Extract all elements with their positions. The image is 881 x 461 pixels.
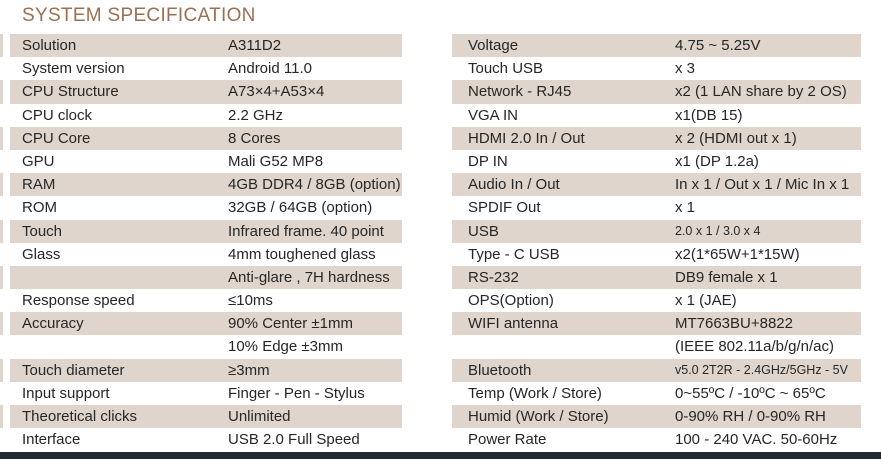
spec-label: System version bbox=[22, 60, 125, 78]
spec-value: x 3 bbox=[675, 60, 696, 78]
spec-value: x 2 (HDMI out x 1) bbox=[675, 129, 797, 147]
spec-row bbox=[10, 312, 402, 335]
spec-label: ROM bbox=[22, 199, 57, 217]
spec-label: Accuracy bbox=[22, 315, 84, 333]
spec-value: 4.75 ~ 5.25V bbox=[675, 37, 761, 54]
spec-row bbox=[10, 196, 402, 219]
spec-label: Glass bbox=[22, 245, 61, 263]
spec-label: Input support bbox=[22, 384, 110, 402]
footer-bar bbox=[0, 452, 881, 459]
spec-value: ≥3mm bbox=[228, 361, 270, 379]
spec-label: VGA IN bbox=[468, 106, 519, 124]
spec-label: RAM bbox=[22, 176, 56, 194]
spec-label: CPU clock bbox=[22, 106, 93, 124]
spec-row bbox=[10, 243, 402, 266]
spec-value: Anti-glare , 7H hardness bbox=[228, 268, 390, 286]
spec-row bbox=[10, 150, 402, 173]
spec-value: DB9 female x 1 bbox=[675, 268, 778, 286]
spec-row bbox=[452, 266, 861, 289]
spec-label: OPS(Option) bbox=[468, 292, 554, 310]
spec-value: x1(DB 15) bbox=[675, 106, 743, 124]
spec-row bbox=[452, 80, 861, 103]
spec-row bbox=[10, 34, 402, 57]
spec-value: (IEEE 802.11a/b/g/n/ac) bbox=[675, 338, 834, 356]
spec-value: 4GB DDR4 / 8GB (option) bbox=[228, 176, 401, 194]
spec-label: Solution bbox=[22, 37, 77, 54]
spec-value: x2 (1 LAN share by 2 OS) bbox=[675, 83, 847, 101]
spec-value: x 1 bbox=[675, 199, 696, 217]
spec-row bbox=[452, 243, 861, 266]
spec-value: Android 11.0 bbox=[228, 60, 312, 78]
spec-row bbox=[10, 80, 402, 103]
spec-row bbox=[452, 289, 861, 312]
spec-row bbox=[452, 196, 861, 219]
spec-label: USB bbox=[468, 222, 499, 240]
spec-row bbox=[10, 173, 402, 196]
spec-row bbox=[452, 104, 861, 127]
spec-value: Infrared frame. 40 point bbox=[228, 222, 384, 240]
spec-value: Finger - Pen - Stylus bbox=[228, 384, 365, 402]
spec-row bbox=[452, 405, 861, 428]
spec-row bbox=[10, 266, 402, 289]
spec-label: WIFI antenna bbox=[468, 315, 559, 333]
spec-value: 0-90% RH / 0-90% RH bbox=[675, 408, 826, 425]
spec-value: 4mm toughened glass bbox=[228, 245, 376, 263]
spec-label: Bluetooth bbox=[468, 361, 532, 379]
spec-row bbox=[10, 359, 402, 382]
spec-label: SPDIF Out bbox=[468, 199, 541, 217]
spec-row bbox=[10, 405, 402, 428]
spec-label: Temp (Work / Store) bbox=[468, 384, 602, 402]
spec-value: 10% Edge ±3mm bbox=[228, 338, 343, 356]
spec-row bbox=[10, 104, 402, 127]
spec-label: Touch bbox=[22, 222, 63, 240]
spec-row bbox=[10, 127, 402, 150]
spec-table-left bbox=[10, 34, 402, 451]
spec-value: In x 1 / Out x 1 / Mic In x 1 bbox=[675, 176, 850, 194]
spec-label: Type - C USB bbox=[468, 245, 560, 263]
spec-value: Unlimited bbox=[228, 408, 291, 425]
spec-row bbox=[452, 335, 861, 358]
spec-value: 8 Cores bbox=[228, 129, 281, 147]
spec-label: Voltage bbox=[468, 37, 519, 54]
spec-label: CPU Structure bbox=[22, 83, 119, 101]
spec-row bbox=[10, 220, 402, 243]
spec-label: DP IN bbox=[468, 152, 508, 170]
spec-value: Mali G52 MP8 bbox=[228, 152, 324, 170]
spec-value: x2(1*65W+1*15W) bbox=[675, 245, 800, 263]
spec-label: Response speed bbox=[22, 292, 135, 310]
spec-label: Humid (Work / Store) bbox=[468, 408, 609, 425]
spec-row bbox=[452, 34, 861, 57]
spec-table-right bbox=[452, 34, 861, 451]
spec-value: ≤10ms bbox=[228, 292, 273, 310]
spec-value: x 1 (JAE) bbox=[675, 292, 737, 310]
spec-label: HDMI 2.0 In / Out bbox=[468, 129, 585, 147]
spec-value: 2.2 GHz bbox=[228, 106, 284, 124]
spec-row bbox=[10, 382, 402, 405]
spec-value: MT7663BU+8822 bbox=[675, 315, 793, 333]
spec-label: Touch diameter bbox=[22, 361, 125, 379]
spec-row bbox=[452, 173, 861, 196]
spec-label: Audio In / Out bbox=[468, 176, 560, 194]
spec-row bbox=[10, 57, 402, 80]
spec-value: x1 (DP 1.2a) bbox=[675, 152, 759, 170]
spec-label: Interface bbox=[22, 431, 81, 449]
spec-label: RS-232 bbox=[468, 268, 519, 286]
spec-row bbox=[452, 220, 861, 243]
spec-label: CPU Core bbox=[22, 129, 91, 147]
spec-value: 32GB / 64GB (option) bbox=[228, 199, 373, 217]
spec-row bbox=[452, 57, 861, 80]
spec-value: v5.0 2T2R - 2.4GHz/5GHz - 5V bbox=[675, 362, 848, 377]
spec-label: GPU bbox=[22, 152, 55, 170]
spec-row bbox=[10, 289, 402, 312]
spec-label: Power Rate bbox=[468, 431, 547, 449]
spec-row bbox=[452, 127, 861, 150]
spec-value: A73×4+A53×4 bbox=[228, 83, 325, 101]
spec-row bbox=[452, 150, 861, 173]
spec-value: 0~55ºC / -10ºC ~ 65ºC bbox=[675, 384, 826, 402]
spec-label: Network - RJ45 bbox=[468, 83, 572, 101]
spec-row bbox=[452, 382, 861, 405]
spec-row bbox=[10, 335, 402, 358]
spec-row bbox=[452, 359, 861, 382]
spec-value: USB 2.0 Full Speed bbox=[228, 431, 360, 449]
spec-label: Touch USB bbox=[468, 60, 544, 78]
spec-row bbox=[10, 428, 402, 451]
spec-value: 2.0 x 1 / 3.0 x 4 bbox=[675, 223, 761, 238]
spec-value: 90% Center ±1mm bbox=[228, 315, 353, 333]
spec-label: Theoretical clicks bbox=[22, 408, 138, 425]
spec-row bbox=[452, 428, 861, 451]
page-title: SYSTEM SPECIFICATION bbox=[22, 5, 256, 26]
spec-value: 100 - 240 VAC. 50-60Hz bbox=[675, 431, 838, 449]
spec-value: A311D2 bbox=[228, 37, 282, 54]
spec-row bbox=[452, 312, 861, 335]
